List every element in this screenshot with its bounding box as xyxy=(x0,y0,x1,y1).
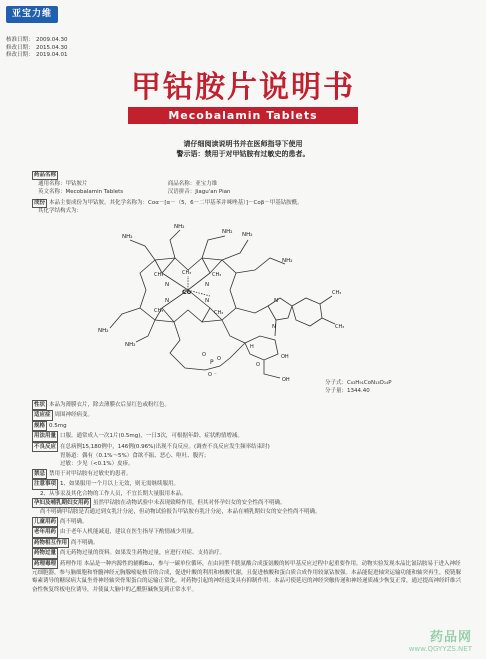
methyl-group-label: CH₃ xyxy=(214,310,224,316)
section-paragraph: 不良反应 在总病例15,180例中，146例(0.96%)出现不良反应。(调查不良反应发生频率结束时) xyxy=(32,442,462,452)
section-paragraph: 用法用量 口服。通常成人一次1片(0.5mg)，一日3次，可根据年龄、症状酌情增减。 xyxy=(32,431,462,441)
section-paragraph: 规格 0.5mg xyxy=(32,421,462,431)
methyl-group-label: CH₃ xyxy=(154,272,164,278)
amide-label: NH₂ xyxy=(98,328,109,334)
drug-name-grid xyxy=(38,180,230,196)
approval-dates xyxy=(6,37,68,60)
oxygen-label: O xyxy=(202,352,206,358)
oxygen-label: O xyxy=(208,372,212,378)
hydrogen-label: H xyxy=(250,344,254,350)
nitrogen-label: N xyxy=(274,298,279,304)
date-row: 修改日期： 2015.04.30 xyxy=(6,44,68,51)
section-paragraph: 禁忌 禁用于对甲钴胺有过敏史的患者。 xyxy=(32,469,462,479)
methyl-group-label: CH₃ xyxy=(154,308,164,314)
nitrogen-label: N xyxy=(205,282,210,288)
section-continuation: 过敏：少见（<0.1%）皮疹。 xyxy=(60,461,134,468)
watermark-brand: 药品网 xyxy=(429,630,472,645)
oxygen-label: O xyxy=(256,362,260,368)
methyl-group-label: CH₃ xyxy=(212,272,222,278)
nitrogen-label: N xyxy=(165,282,170,288)
section-paragraph: 药物相互作用 尚不明确。 xyxy=(32,538,462,548)
section-paragraph: 注意事项 1、如果服用一个月以上无效，则无需继续服用。 xyxy=(32,479,462,489)
warning-notice xyxy=(0,139,486,159)
amide-label: NH₂ xyxy=(222,229,233,235)
section-paragraph: 药理毒理 药理作用 本品是一种内源性的辅酶B₁₂，参与一碳单位循环，在由同型半胱氨酸合成蛋氨酸的转甲基反应过程中起重要作用。动物实验发现本品比氰钴胺易于进入神经元细胞器，参与脑细胞和脊髓神经元胸腺嘧啶核苷的合成，促进叶酸的利用和核酸代谢，且促进核酸和蛋白质合成作用较氰钴胺强。本品能促进轴突运输功能和轴突再生，使链脲霉素诱导的糖尿病大鼠坐骨神经轴突骨架蛋白的运输正常化。对药物引起的神经退变具有抑制作用。本品可使延迟的神经突触传递和神经递质减少恢复正常，通过提高神经纤维兴奋性恢复终板电位诱导，并使鼠大脑中的乙酰胆碱恢复到正常水平。 xyxy=(32,560,462,593)
amide-label: NH₂ xyxy=(242,232,253,238)
brand-logo: 亚宝力维 xyxy=(6,6,58,23)
insert-body xyxy=(32,400,462,594)
amide-label: NH₂ xyxy=(122,234,133,240)
notice-line-2: 警示语：禁用于对甲钴胺有过敏史的患者。 xyxy=(176,150,310,158)
hydroxyl-label: OH xyxy=(281,354,289,360)
watermark-url: www.QGYYZS.NET xyxy=(408,645,472,653)
structure-caption: 其化学结构式为： xyxy=(38,208,83,214)
date-row: 核准日期： 2009.04.30 xyxy=(6,37,68,43)
notice-line-1: 请仔细阅读说明书并在医师指导下使用 xyxy=(183,140,303,148)
charge-label: ⁻ xyxy=(214,372,217,378)
nitrogen-label: N xyxy=(165,298,170,304)
molecular-info xyxy=(325,379,392,395)
section-paragraph: 性状 本品为薄膜衣片，除去薄膜衣后显红色或粉红色。 xyxy=(32,400,462,410)
mecobalamin-structure-diagram xyxy=(70,218,370,386)
site-watermark xyxy=(409,631,472,654)
methyl-group-label: CH₃ xyxy=(182,270,192,276)
hydroxyl-label: OH xyxy=(282,377,290,383)
amide-label: NH₂ xyxy=(125,342,136,348)
section-paragraph: 儿童用药 尚不明确。 xyxy=(32,517,462,527)
date-row: 修改日期： 2019.04.01 xyxy=(6,52,68,58)
section-label: 药品名称 xyxy=(34,172,57,178)
amide-label: NH₂ xyxy=(282,258,293,264)
nitrogen-label: N xyxy=(205,298,210,304)
amide-label: NH₂ xyxy=(174,224,185,230)
section-paragraph: 孕妇及哺乳期妇女用药 虽然甲钴胺在动物试验中未表现致畸作用，但其对怀孕妇女的安全性尚不明确。 xyxy=(32,498,462,508)
molecular-weight: 分子量：1344.40 xyxy=(325,388,370,394)
section-paragraph: 老年用药 由于老年人机能减退，建议在医生指导下酌情减少用量。 xyxy=(32,527,462,537)
cobalt-label: Co xyxy=(182,288,192,296)
methyl-group-label: CH₃ xyxy=(335,324,345,330)
drug-name-row-2: 英文名称：Mecobalamin Tablets 汉语拼音：Jiagu'an Pian xyxy=(38,189,231,195)
section-continuation: 2、从事汞及其化合物的工作人员，不宜长期大量服用本品。 xyxy=(40,490,187,497)
oxygen-label: O xyxy=(217,356,221,362)
section-label: 成份 xyxy=(34,200,46,206)
methyl-group-label: CH₃ xyxy=(332,290,342,296)
ingredients-section: 成份 本品主要成份为甲钴胺。其化学名称为：Coα－[α－（5，6－二甲基苯并咪唑基）]－Coβ－甲基钴胺酰。 xyxy=(34,200,303,206)
english-title-bar: Mecobalamin Tablets xyxy=(128,107,358,124)
section-continuation: 胃肠道：偶有（0.1%～5%）食欲不振、恶心、呕吐、腹泻； xyxy=(60,453,210,460)
section-paragraph: 药物过量 尚无药物过量的资料。如果发生药物过量，应进行对症、支持治疗。 xyxy=(32,548,462,558)
phosphorus-label: P xyxy=(210,359,214,366)
nitrogen-label: N xyxy=(272,324,277,330)
drug-name-heading xyxy=(32,171,60,180)
section-paragraph: 适应症 周围神经病变。 xyxy=(32,410,462,420)
molecular-formula: 分子式：C₆₃H₉₁CoN₁₃O₁₄P xyxy=(325,380,392,386)
section-continuation: 尚不明确甲钴胺是否通过到女乳汁分泌，但动物试验报告甲钴胺有乳汁分泌，本品在哺乳期妇女的安全性尚不明确。 xyxy=(40,509,321,516)
document-title: 甲钴胺片说明书 xyxy=(131,70,355,105)
drug-name-row-1: 通用名称：甲钴胺片 商品名称：亚宝力维 xyxy=(38,181,218,187)
